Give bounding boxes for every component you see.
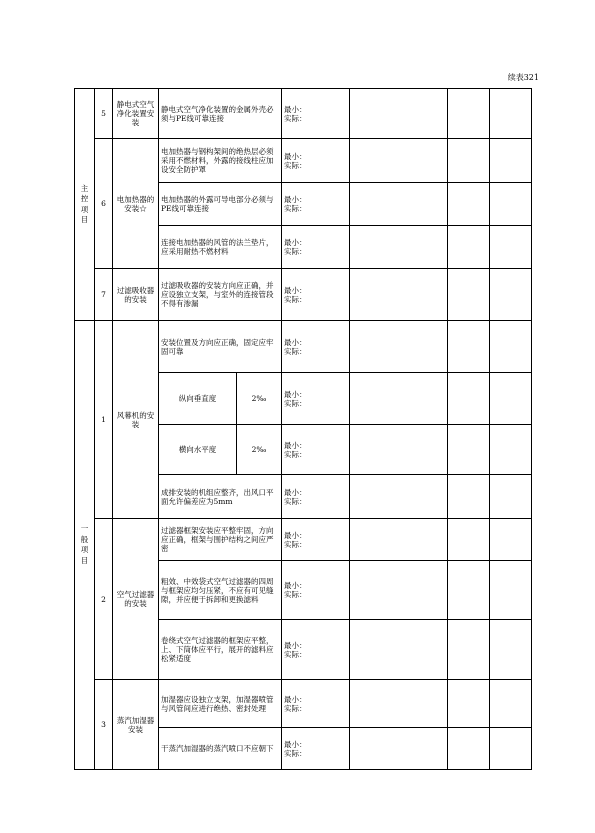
record-cell[interactable] [350,321,448,373]
item-number: 5 [95,89,113,139]
record-cell[interactable] [350,561,448,620]
actual-label: 实际： [284,449,307,459]
record-cell[interactable] [350,475,448,519]
item-number: 3 [95,680,113,770]
actual-label: 实际： [284,346,307,356]
actual-label: 实际： [284,160,307,170]
tolerance-value: 2‰ [237,425,282,475]
table-row [75,321,532,373]
record-cell[interactable] [490,425,532,475]
record-cell[interactable] [350,373,448,425]
record-cell[interactable] [490,269,532,321]
requirement-text: 电加热器与钢构架间的绝热层必须采用不燃材料，外露的接线柱应加设安全防护罩 [159,139,282,183]
result-cell [282,226,350,269]
record-cell[interactable] [448,561,490,620]
min-label: 最小： [284,238,307,247]
record-cell[interactable] [490,475,532,519]
record-cell[interactable] [490,89,532,139]
record-cell[interactable] [448,183,490,226]
requirement-text: 安装位置及方向应正确，固定应牢固可靠 [159,321,282,373]
record-cell[interactable] [490,321,532,373]
record-cell[interactable] [448,226,490,269]
result-cell [282,373,350,425]
requirement-text: 粗效、中效袋式空气过滤器的四周与框架应均匀压紧，不应有可见缝隙，并应便于拆卸和更换滤料 [159,561,282,620]
min-label: 最小： [284,530,307,540]
requirement-text: 成排安装的机组应整齐，出风口平面允许偏差应为5mm [159,475,282,519]
record-cell[interactable] [350,728,448,770]
record-cell[interactable] [490,561,532,620]
min-label: 最小： [284,581,307,590]
result-cell [282,425,350,475]
min-label: 最小： [284,694,307,704]
result-cell [282,269,350,321]
min-label: 最小： [284,151,307,161]
item-name: 电加热器的安装☆ [113,139,159,269]
table-row [75,89,532,139]
min-label: 最小： [284,285,307,295]
requirement-text: 电加热器的外露可导电部分必须与PE线可靠连接 [159,183,282,226]
record-cell[interactable] [448,728,490,770]
record-cell[interactable] [448,475,490,519]
result-cell [282,475,350,519]
record-cell[interactable] [448,139,490,183]
record-cell[interactable] [448,425,490,475]
record-cell[interactable] [350,680,448,728]
sub-item-name: 纵向垂直度 [159,373,237,425]
actual-label: 实际： [284,539,307,549]
actual-label: 实际： [284,703,307,713]
result-cell [282,519,350,561]
main-group-cell [75,89,95,321]
requirement-text: 卷绕式空气过滤器的框架应平整，上、下筒体应平行，展开的滤料应松紧适度 [159,620,282,680]
item-name: 风幕机的安装 [113,321,159,519]
tolerance-value: 2‰ [237,373,282,425]
record-cell[interactable] [448,620,490,680]
table-row [75,139,532,183]
group-label-general: 一 般 项 目 [80,524,89,565]
item-number: 1 [95,321,113,519]
result-cell [282,561,350,620]
record-cell[interactable] [350,425,448,475]
record-cell[interactable] [448,269,490,321]
actual-label: 实际： [284,496,307,506]
requirement-text: 加湿器应设独立支架，加湿器喷管与风管间应进行绝热、密封处理 [159,680,282,728]
inspection-table [74,88,532,770]
actual-label: 实际： [284,204,307,213]
record-cell[interactable] [490,728,532,770]
requirement-text: 过滤吸收器的安装方向应正确，并应设独立支架，与室外的连接管段不得有渗漏 [159,269,282,321]
record-cell[interactable] [490,373,532,425]
record-cell[interactable] [448,680,490,728]
result-cell [282,139,350,183]
record-cell[interactable] [490,139,532,183]
result-cell [282,680,350,728]
group-label-main: 主 控 项 目 [80,183,89,224]
item-number: 7 [95,269,113,321]
item-number: 6 [95,139,113,269]
record-cell[interactable] [448,373,490,425]
item-name: 空气过滤器的安装 [113,519,159,680]
record-cell[interactable] [490,680,532,728]
actual-label: 实际： [284,649,307,659]
min-label: 最小： [284,640,307,650]
min-label: 最小： [284,440,307,450]
record-cell[interactable] [350,226,448,269]
record-cell[interactable] [490,519,532,561]
record-cell[interactable] [490,226,532,269]
actual-label: 实际： [284,247,307,256]
result-cell [282,321,350,373]
min-label: 最小： [284,389,307,399]
table-row [75,269,532,321]
item-name: 过滤吸收器的安装 [113,269,159,321]
sub-item-name: 横向水平度 [159,425,237,475]
item-name: 静电式空气净化装置安装 [113,89,159,139]
min-label: 最小： [284,739,307,749]
result-cell [282,183,350,226]
record-cell[interactable] [448,89,490,139]
actual-label: 实际： [284,398,307,408]
min-label: 最小： [284,195,307,204]
record-cell[interactable] [350,620,448,680]
min-label: 最小： [284,104,307,114]
table-row [75,680,532,728]
actual-label: 实际： [284,294,307,304]
record-cell[interactable] [350,269,448,321]
record-cell[interactable] [490,183,532,226]
min-label: 最小： [284,337,307,347]
actual-label: 实际： [284,590,307,599]
continued-table-label: 续表321 [507,73,539,82]
result-cell [282,89,350,139]
table-row [75,519,532,561]
requirement-text: 连接电加热器的风管的法兰垫片，应采用耐热不燃材料 [159,226,282,269]
record-cell[interactable] [350,89,448,139]
requirement-text: 静电式空气净化装置的金属外壳必须与PE线可靠连接 [159,89,282,139]
actual-label: 实际： [284,748,307,758]
record-cell[interactable] [490,620,532,680]
item-number: 2 [95,519,113,680]
record-cell[interactable] [350,183,448,226]
record-cell[interactable] [448,519,490,561]
general-group-cell [75,321,95,770]
record-cell[interactable] [350,519,448,561]
record-cell[interactable] [350,139,448,183]
item-name: 蒸汽加湿器安装 [113,680,159,770]
result-cell [282,728,350,770]
actual-label: 实际： [284,113,307,123]
record-cell[interactable] [448,321,490,373]
min-label: 最小： [284,487,307,497]
result-cell [282,620,350,680]
requirement-text: 干蒸汽加湿器的蒸汽喷口不应朝下 [159,728,282,770]
requirement-text: 过滤器框架安装应平整牢固，方向应正确，框架与围护结构之间应严密 [159,519,282,561]
